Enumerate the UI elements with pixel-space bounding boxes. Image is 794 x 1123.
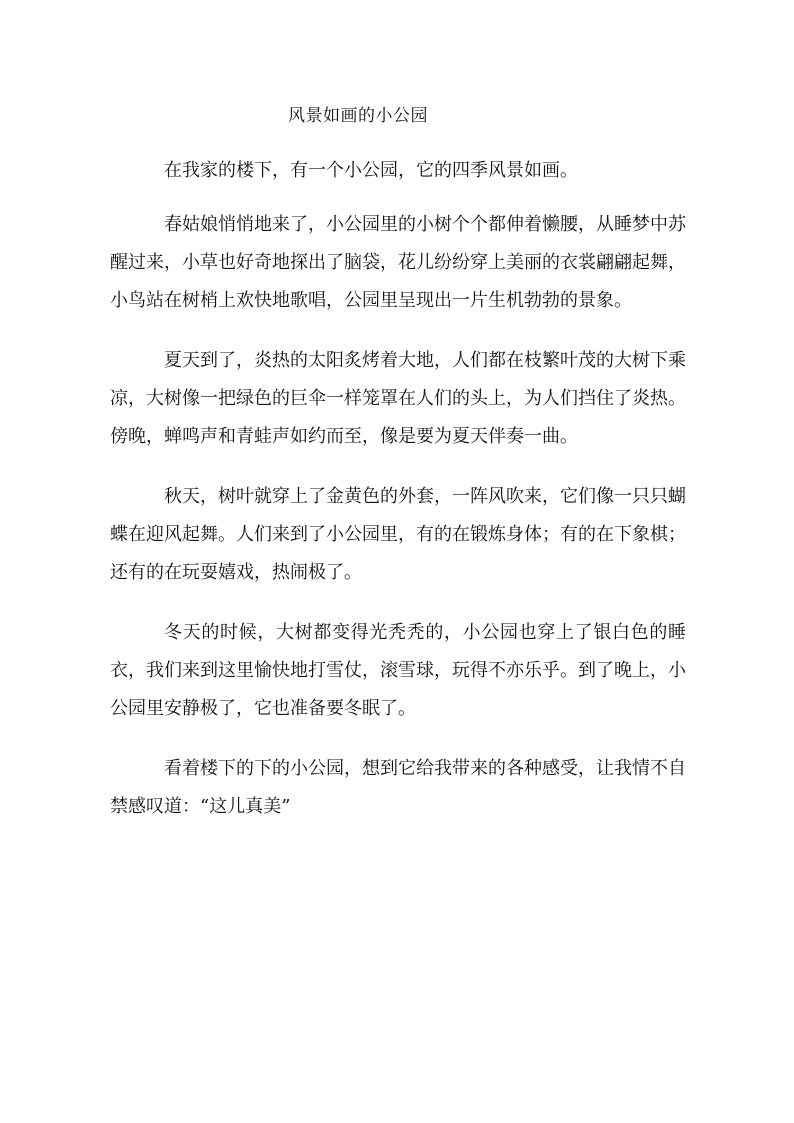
paragraph-intro: 在我家的楼下，有一个小公园，它的四季风景如画。 (164, 160, 578, 181)
paragraph-spring: 春姑娘悄悄地来了，小公园里的小树个个都伸着懒腰，从睡梦中苏醒过来，小草也好奇地探出了脑袋，花儿纷纷穿上美丽的衣裳翩翩起舞，小鸟站在树梢上欢快地歌唱，公园里呈现出一片生机勃勃的景象。 (110, 214, 686, 311)
document-title: 风景如画的小公园 (288, 106, 428, 126)
paragraph-summer: 夏天到了，炎热的太阳炙烤着大地，人们都在枝繁叶茂的大树下乘凉，大树像一把绿色的巨伞一样笼罩在人们的头上，为人们挡住了炎热。傍晚，蝉鸣声和青蛙声如约而至，像是要为夏天伴奏一曲。 (110, 350, 686, 447)
paragraph-autumn: 秋天，树叶就穿上了金黄色的外套，一阵风吹来，它们像一只只蝴蝶在迎风起舞。人们来到了小公园里，有的在锻炼身体；有的在下象棋；还有的在玩耍嬉戏，热闹极了。 (110, 486, 686, 583)
paragraph-conclusion: 看着楼下的下的小公园，想到它给我带来的各种感受，让我情不自禁感叹道：“这儿真美” (110, 758, 686, 817)
document-body (110, 152, 686, 848)
paragraph-winter: 冬天的时候，大树都变得光秃秃的，小公园也穿上了银白色的睡衣，我们来到这里愉快地打雪仗，滚雪球，玩得不亦乐乎。到了晚上，小公园里安静极了，它也准备要冬眠了。 (110, 622, 686, 719)
